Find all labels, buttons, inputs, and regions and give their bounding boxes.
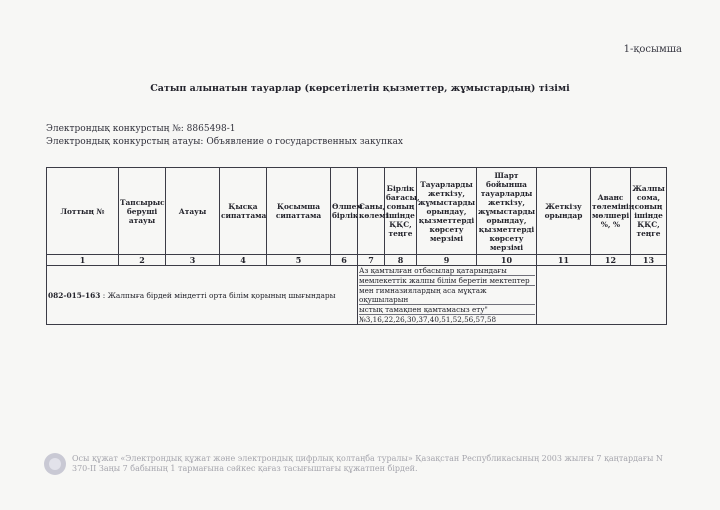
column-number: 4 [220, 255, 267, 266]
seal-icon [44, 453, 66, 475]
column-number: 6 [331, 255, 358, 266]
header-lot-number: Лоттың № [47, 168, 119, 255]
contest-name: Электрондық конкурстың атауы: Объявление о государственных закупках [46, 137, 404, 147]
header-delivery-place: Жеткізу орындар [537, 168, 591, 255]
footer-legal-note: Осы құжат «Электрондық құжат және электрондық цифрлық қолтаңба туралы» Қазақстан Республикасының 2003 жылғы 7 қаңтардағы N 370-II Заңы 7 бабының 1 тармағына сәйкес қағаз тасығыштағы құжатпен бірдей. [72, 454, 663, 473]
lot-description: : Жалпыға бірдей міндетті орта білім қорының шығындары [100, 290, 336, 300]
header-total: Жалпы сома, соның ішінде ҚҚС, теңге [631, 168, 667, 255]
header-name: Атауы [166, 168, 220, 255]
column-number: 13 [631, 255, 667, 266]
delivery-line: Аз қамтылған отбасылар қатарындағы [359, 266, 535, 276]
column-number: 7 [358, 255, 385, 266]
column-number: 10 [477, 255, 537, 266]
lots-table [46, 167, 667, 325]
header-customer: Тапсырыс беруші атауы [119, 168, 166, 255]
header-extra-description: Қосымша сипаттама [267, 168, 331, 255]
delivery-line: №3,16,22,26,30,37,40,51,52,56,57,58 [359, 315, 497, 324]
empty-cell [537, 266, 667, 325]
appendix-label: 1-қосымша [623, 44, 682, 55]
header-advance: Аванс төлемінің мөлшері %, % [591, 168, 631, 255]
header-unit-price: Бірлік бағасы, соның ішінде ҚҚС, теңге [385, 168, 417, 255]
header-delivery-term: Тауарларды жеткізу, жұмыстарды орындау, қызметтерді көрсету мерзімі [417, 168, 477, 255]
table-row [47, 266, 667, 325]
lot-cell [47, 266, 358, 325]
delivery-line: мемлекеттік жалпы білім беретін мектептер [359, 276, 535, 286]
delivery-line: ыстық тамақпен қамтамасыз ету" [359, 305, 535, 315]
column-number: 9 [417, 255, 477, 266]
column-number: 3 [166, 255, 220, 266]
column-number: 8 [385, 255, 417, 266]
lot-code: 082-015-163 [48, 290, 101, 300]
contest-number: Электрондық конкурстың №: 8865498-1 [46, 124, 236, 134]
column-number: 1 [47, 255, 119, 266]
column-number: 11 [537, 255, 591, 266]
column-number: 5 [267, 255, 331, 266]
delivery-line: мен гимназиялардың аса мұқтаж оқушыларын [359, 286, 535, 305]
header-row [47, 168, 667, 255]
column-number-row [47, 255, 667, 266]
header-contract-term: Шарт бойынша тауарларды жеткізу, жұмыстарды орындау, қызметтерді көрсету мерзімі [477, 168, 537, 255]
header-short-description: Қысқа сипаттама [220, 168, 267, 255]
header-unit: Өлшем бірлік [331, 168, 358, 255]
column-number: 2 [119, 255, 166, 266]
header-quantity: Саны, көлемі [358, 168, 385, 255]
document-title: Сатып алынатын тауарлар (көрсетілетін қызметтер, жұмыстардың) тізімі [150, 83, 570, 94]
delivery-place-cell [358, 266, 537, 325]
column-number: 12 [591, 255, 631, 266]
